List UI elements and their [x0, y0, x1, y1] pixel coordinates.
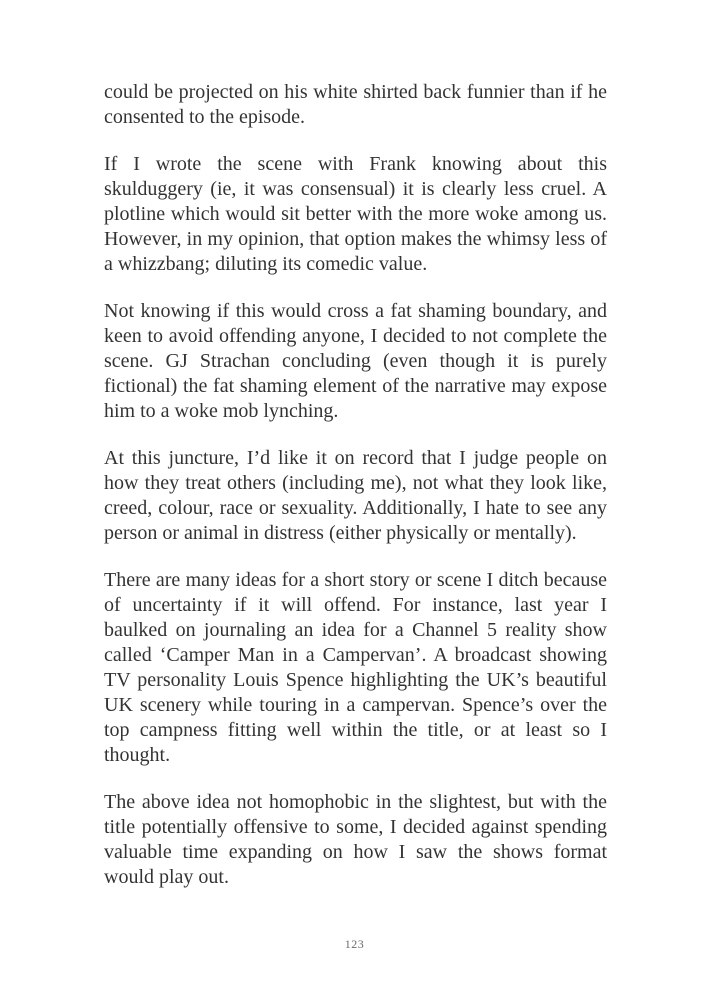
paragraph-6: The above idea not homophobic in the slightest, but with the title potentially offensive to some, I decided against spending valuable time expanding on how I saw the shows format would play out.	[104, 791, 607, 888]
paragraph-2: If I wrote the scene with Frank knowing about this skulduggery (ie, it was consensual) it is clearly less cruel. A plotline which would sit better with the more woke among us. However, in my opinion, that option makes the whimsy less of a whizzbang; diluting its comedic value.	[104, 153, 607, 275]
paragraph-5: There are many ideas for a short story or scene I ditch because of uncertainty if it will offend. For instance, last year I baulked on journaling an idea for a Channel 5 reality show called ‘Camper Man in a Campervan’. A broadcast showing TV personality Louis Spence highlighting the UK’s beautiful UK scenery while touring in a campervan. Spence’s over the top campness fitting well within the title, or at least so I thought.	[104, 569, 607, 766]
page-number: 123	[344, 937, 365, 951]
paragraph-1: could be projected on his white shirted back funnier than if he consented to the episode.	[104, 81, 607, 128]
paragraph-4: At this juncture, I’d like it on record that I judge people on how they treat others (including me), not what they look like, creed, colour, race or sexuality. Additionally, I hate to see any person or animal in distress (either physically or mentally).	[104, 447, 607, 544]
body-text	[104, 80, 607, 912]
paragraph-3: Not knowing if this would cross a fat shaming boundary, and keen to avoid offending anyone, I decided to not complete the scene. GJ Strachan concluding (even though it is purely fictional) the fat shaming element of the narrative may expose him to a woke mob lynching.	[104, 300, 607, 422]
